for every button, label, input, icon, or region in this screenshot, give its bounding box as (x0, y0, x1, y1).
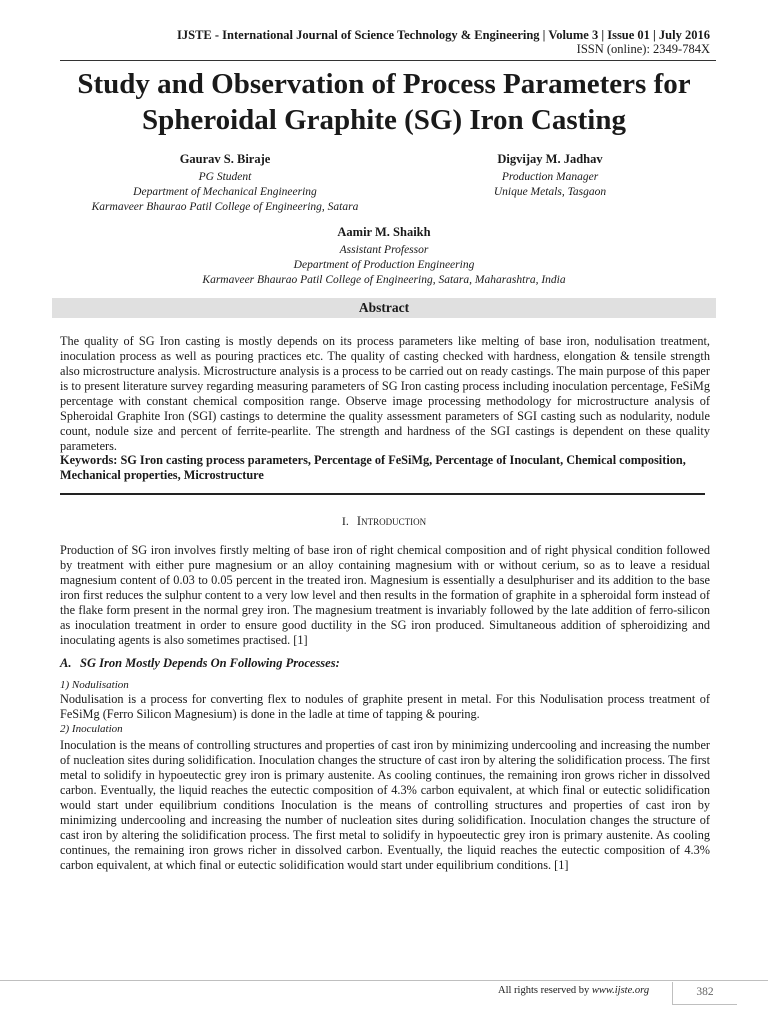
author-name: Digvijay M. Jadhav (497, 152, 603, 166)
item-heading-nodulisation: 1) Nodulisation (60, 679, 129, 691)
author-department: Department of Production Engineering (293, 259, 475, 271)
subsection-title: SG Iron Mostly Depends On Following Processes: (80, 656, 340, 670)
footer-rule (0, 980, 768, 981)
nodulisation-text: Nodulisation is a process for converting flex to nodules of graphite present in metal. For this Nodulisation process treatment of FeSiMg (Ferro Silicon Magnesium) is done in the ladle at time of tapping & pouring. (60, 692, 710, 721)
abstract-text: The quality of SG Iron casting is mostly depends on its process parameters like melting of base iron, nodulisation treatment, inoculation process as well as pouring practices etc. The quality of casting checked with hardness, elongation & tensile strength also microstructure analysis. Microstructure analysis is a process to be carried out on ready castings. The main purpose of this paper is to present literature survey regarding measuring parameters of SG Iron casting process including inoculation percentage, FeSiMg percentage with constant chemical composition range. Observe image processing methodology for microstructure analysis of Spheroidal Graphite Iron (SGI) castings to determine the quality assessment parameters of SGI casting such as nodularity, nodule count, nodule size and percent of ferrite-pearlite. The strength and hardness of the SGI castings is dependent on these quality parameters. (60, 334, 710, 453)
paper-title (40, 66, 728, 138)
author-name: Aamir M. Shaikh (337, 225, 431, 239)
issn-line: ISSN (online): 2349-784X (576, 42, 710, 56)
keywords: Keywords: SG Iron casting process parameters, Percentage of FeSiMg, Percentage of Inoculant, Chemical composition, Mechanical properties, Microstructure (60, 453, 686, 482)
abstract-heading: Abstract (52, 298, 716, 318)
title-line-2: Spheroidal Graphite (SG) Iron Casting (142, 104, 626, 136)
introduction-text: Production of SG iron involves firstly melting of base iron of right chemical composition and of right physical condition followed by treatment with either pure magnesium or an alloy containing magnesium with or without cerium, so as to leave a residual magnesium content of 0.03 to 0.05 percent in the treated iron. Magnesium is essentially a desulphuriser and its addition to the base iron first reduces the sulphur content to a very low level and then results in the formation of graphite in a spheroidal form instead of the flake form present in the normal grey iron. The magnesium treatment is invariably followed by the late addition of ferro-silicon as inoculation treatment in order to ensure good ductility in the SG iron produced. Simultaneous addition of spheroidizing and inoculating agents is also sometimes practised. [1] (60, 543, 710, 647)
author-institution: Karmaveer Bhaurao Patil College of Engineering, Satara, Maharashtra, India (202, 274, 566, 286)
author-role: Production Manager (501, 171, 599, 183)
journal-header: IJSTE - International Journal of Science Technology & Engineering | Volume 3 | Issue 01 | July 2016 (177, 28, 710, 42)
author-block-2 (430, 152, 670, 200)
section-title: Introduction (356, 514, 427, 528)
author-department: Department of Mechanical Engineering (133, 186, 317, 198)
journal-url-link[interactable]: www.ijste.org (591, 985, 650, 996)
subsection-label: A. (60, 656, 72, 670)
author-block-1 (60, 152, 390, 215)
title-line-1: Study and Observation of Process Parameters for (77, 68, 691, 100)
section-number: I. (341, 514, 349, 528)
section-separator (60, 493, 705, 495)
page-number: 382 (672, 982, 737, 1005)
author-institution: Karmaveer Bhaurao Patil College of Engineering, Satara (91, 201, 359, 213)
inoculation-text: Inoculation is the means of controlling structures and properties of cast iron by minimizing undercooling and increasing the number of nucleation sites during solidification. Inoculation changes the structure of cast iron by altering the solidification process. The first metal to solidify in hypoeutectic grey iron is primary austenite. As cooling continues, the remaining iron grows richer in dissolved carbon. Eventually, the liquid reaches the eutectic composition of 4.3% carbon equivalent, at which final or eutectic solidification would start under equilibrium conditions Inoculation is the means of controlling structures and properties of cast iron by minimizing undercooling and increasing the number of nucleation sites during solidification. Inoculation changes the structure of cast iron by altering the solidification process. The first metal to solidify in hypoeutectic grey iron is primary austenite. As cooling continues, the remaining iron grows richer in dissolved carbon. Eventually, the liquid reaches the eutectic composition of 4.3% carbon equivalent, at which final or eutectic solidification would start under equilibrium conditions. [1] (60, 738, 710, 872)
rights-text: All rights reserved by (498, 985, 590, 996)
author-name: Gaurav S. Biraje (179, 152, 271, 166)
footer-rights (498, 985, 649, 996)
author-institution: Unique Metals, Tasgaon (493, 186, 607, 198)
header-rule (60, 60, 716, 61)
subsection-heading (60, 656, 340, 671)
author-block-3 (100, 225, 668, 288)
author-role: Assistant Professor (339, 244, 429, 256)
section-heading-introduction (0, 514, 768, 529)
author-role: PG Student (198, 171, 252, 183)
item-heading-inoculation: 2) Inoculation (60, 723, 123, 735)
